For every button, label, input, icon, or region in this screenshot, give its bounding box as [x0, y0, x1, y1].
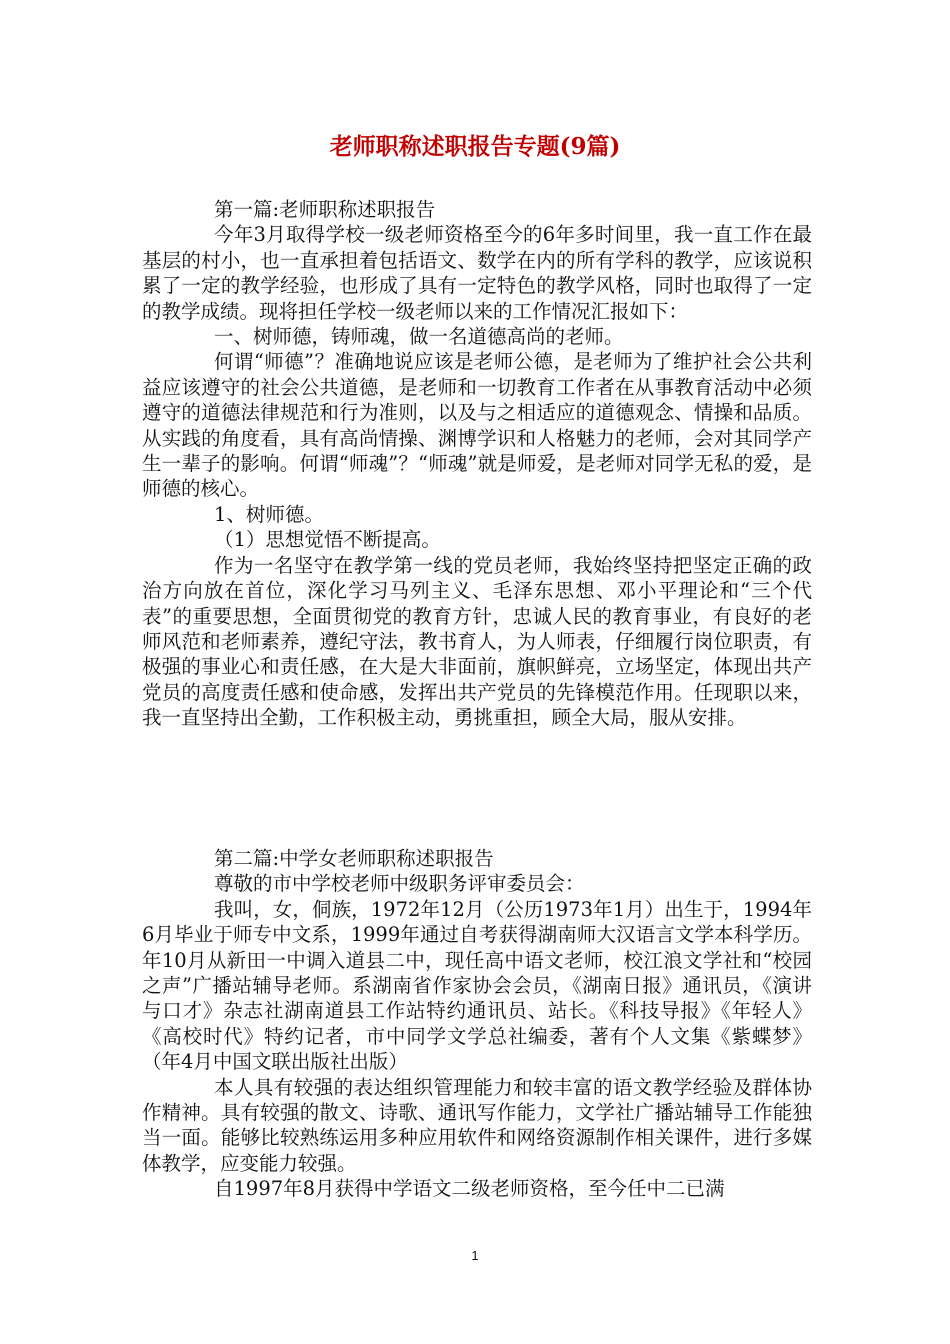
paragraph: 本人具有较强的表达组织管理能力和较丰富的语文教学经验及群体协作精神。具有较强的散文、诗歌、通讯写作能力，文学社广播站辅导工作能独当一面。能够比较熟练运用多种应用软件和网络资源制作相关课件，进行多媒体教学，应变能力较强。 [142, 1075, 812, 1175]
paragraph: 自1997年8月获得中学语文二级老师资格，至今任中二已满 [214, 1177, 725, 1201]
section-second-report [142, 846, 812, 1202]
salutation: 尊敬的市中学校老师中级职务评审委员会： [214, 872, 585, 896]
paragraph-subheading: 1、树师德。 [214, 502, 324, 526]
page-number: 1 [471, 1248, 479, 1263]
section-heading: 第二篇:中学女老师职称述职报告 [214, 847, 494, 870]
paragraph: 我叫，女，侗族，1972年12月（公历1973年1月）出生于，1994年6月毕业于师专中文系，1999年通过自考获得湖南师大汉语言文学本科学历。年10月从新田一中调入道县二中，现任高中语文老师，校江浪文学社和“校园之声”广播站辅导老师。系湖南省作家协会会员，《湖南日报》通讯员，《演讲与口才》杂志社湖南道县工作站特约通讯员、站长。《科技导报》《年轻人》《高校时代》特约记者，市中同学文学总社编委，著有个人文集《紫蝶梦》（年4月中国文联出版社出版） [142, 897, 812, 1074]
paragraph: 今年3月取得学校一级老师资格至今的6年多时间里，我一直工作在最基层的村小，也一直承担着包括语文、数学在内的所有学科的教学，应该说积累了一定的教学经验，也形成了具有一定特色的教学风格，同时也取得了一定的教学成绩。现将担任学校一级老师以来的工作情况汇报如下： [142, 223, 812, 323]
paragraph-subheading: （1）思想觉悟不断提高。 [214, 528, 441, 552]
paragraph: 何谓“师德”？准确地说应该是老师公德，是老师为了维护社会公共利益应该遵守的社会公共道德，是老师和一切教育工作者在从事教育活动中必须遵守的道德法律规范和行为准则，以及与之相适应的道德观念、情操和品质。从实践的角度看，具有高尚情操、渊博学识和人格魅力的老师，会对其同学产生一辈子的影响。何谓“师魂”？“师魂”就是师爱，是老师对同学无私的爱，是师德的核心。 [142, 350, 812, 501]
paragraph-subheading: 一、树师德，铸师魂，做一名道德高尚的老师。 [214, 325, 624, 349]
document-title: 老师职称述职报告专题(9篇) [329, 133, 621, 160]
paragraph: 作为一名坚守在教学第一线的党员老师，我始终坚持把坚定正确的政治方向放在首位，深化学习马列主义、毛泽东思想、邓小平理论和“三个代表”的重要思想，全面贯彻党的教育方针，忠诚人民的教育事业，有良好的老师风范和老师素养，遵纪守法，教书育人，为人师表，仔细履行岗位职责，有极强的事业心和责任感，在大是大非面前，旗帜鲜亮，立场坚定，体现出共产党员的高度责任感和使命感，发挥出共产党员的先锋模范作用。任现职以来，我一直坚持出全勤，工作积极主动，勇挑重担，顾全大局，服从安排。 [142, 553, 812, 730]
section-first-report [142, 197, 812, 731]
section-heading: 第一篇:老师职称述职报告 [214, 198, 436, 221]
